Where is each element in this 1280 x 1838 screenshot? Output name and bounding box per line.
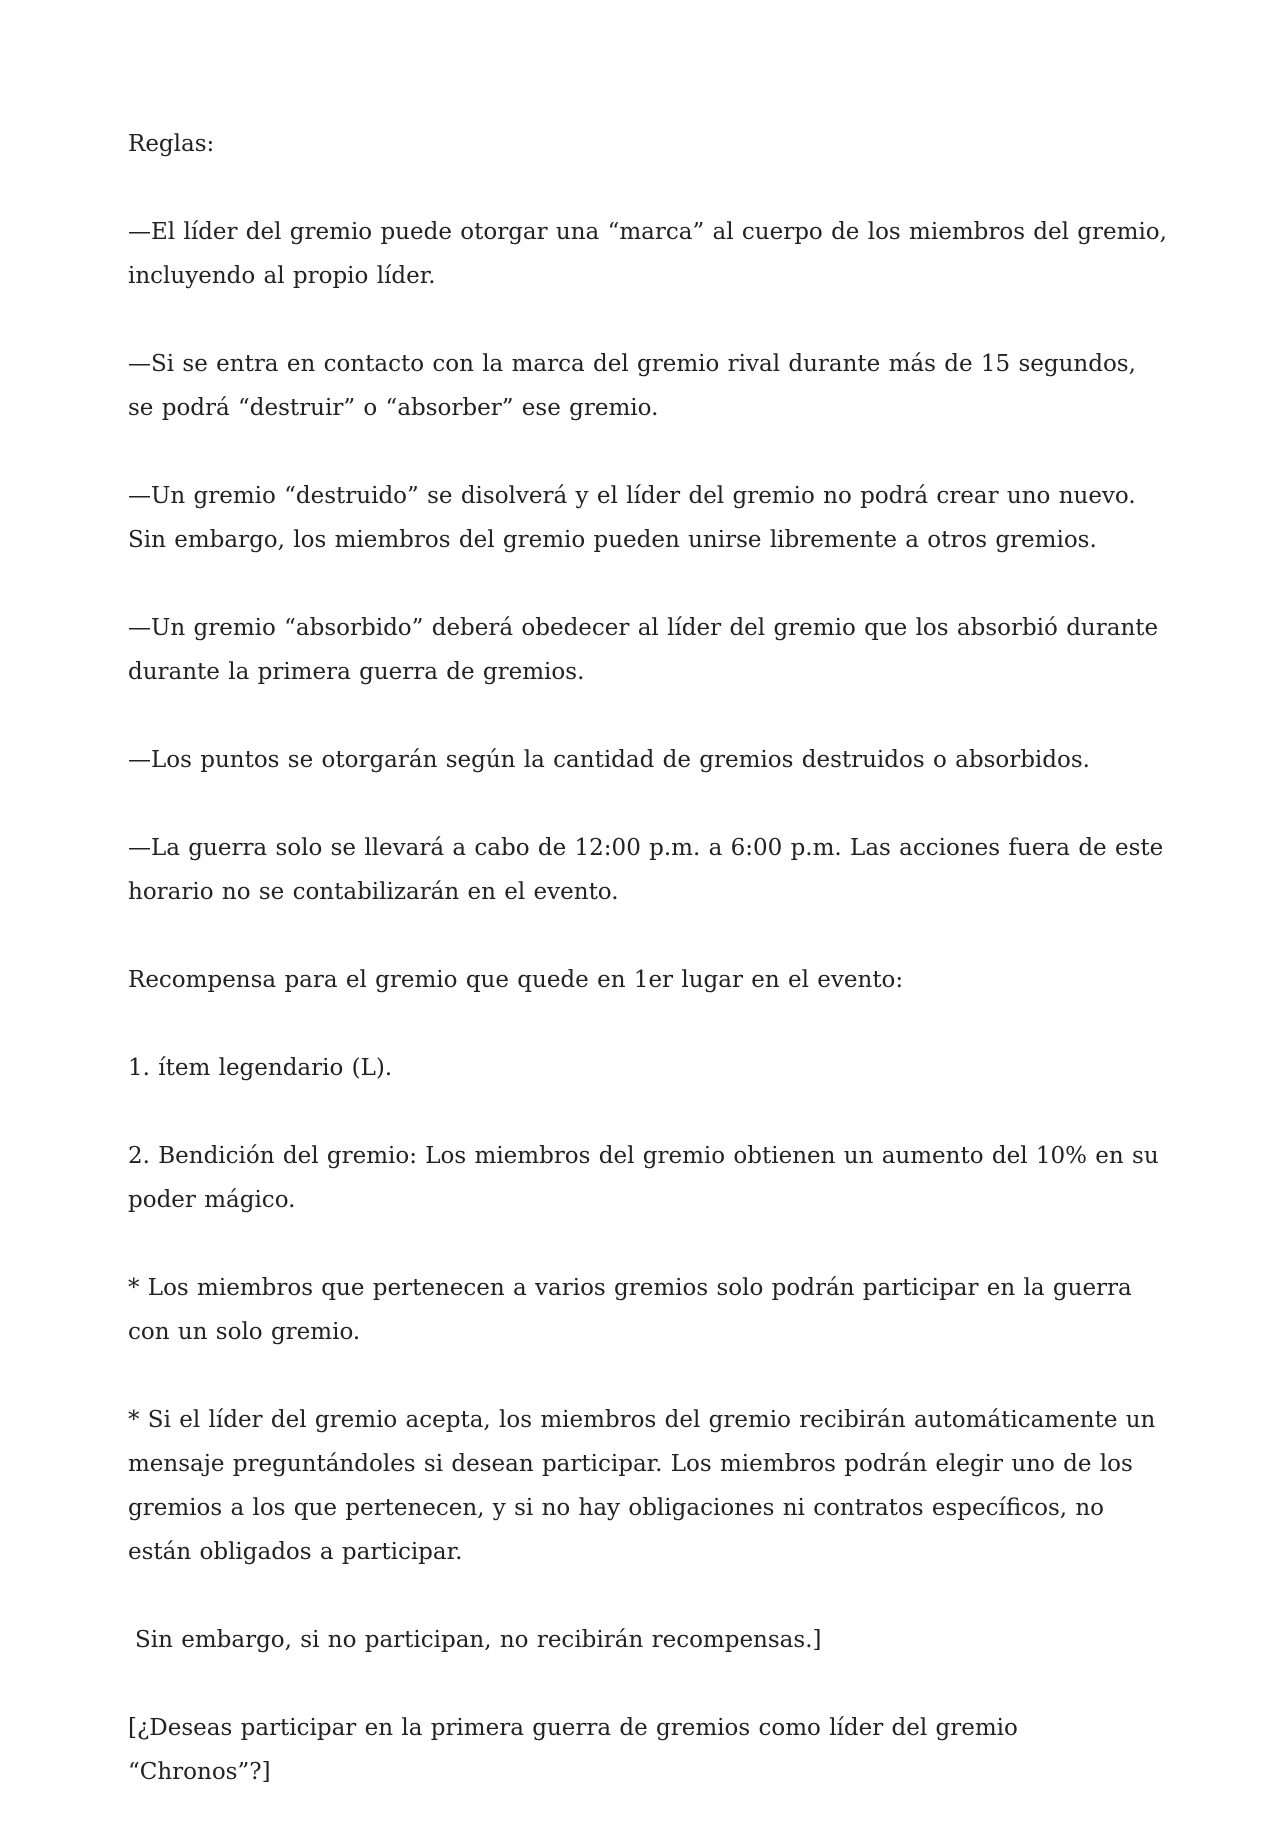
rule-paragraph: —Si se entra en contacto con la marca del gremio rival durante más de 15 segundos, se podrá “destruir” o “absorber” ese gremio.: [128, 351, 1136, 421]
rules-heading: Reglas:: [128, 131, 215, 157]
closing-paragraph: Sin embargo, si no participan, no recibirán recompensas.]: [135, 1627, 822, 1653]
document-page: [128, 122, 1168, 1838]
reward-intro: Recompensa para el gremio que quede en 1er lugar en el evento:: [128, 967, 904, 993]
rule-paragraph: —La guerra solo se llevará a cabo de 12:00 p.m. a 6:00 p.m. Las acciones fuera de este horario no se contabilizarán en el evento.: [128, 835, 1164, 905]
rule-paragraph: —El líder del gremio puede otorgar una “marca” al cuerpo de los miembros del gremio, incluyendo al propio líder.: [128, 219, 1167, 289]
note-paragraph: * Si el líder del gremio acepta, los miembros del gremio recibirán automáticamente un mensaje preguntándoles si desean participar. Los miembros podrán elegir uno de los gremios a los que pertenecen, y si no hay obligaciones ni contratos específicos, no están obligados a participar.: [128, 1407, 1156, 1565]
rule-paragraph: —Un gremio “destruido” se disolverá y el líder del gremio no podrá crear uno nuevo. Sin embargo, los miembros del gremio pueden unirse libremente a otros gremios.: [128, 483, 1136, 553]
rule-paragraph: —Los puntos se otorgarán según la cantidad de gremios destruidos o absorbidos.: [128, 747, 1090, 773]
note-paragraph: * Los miembros que pertenecen a varios gremios solo podrán participar en la guerra con un solo gremio.: [128, 1275, 1132, 1345]
reward-item: 2. Bendición del gremio: Los miembros del gremio obtienen un aumento del 10% en su poder mágico.: [128, 1143, 1159, 1213]
reward-item: 1. ítem legendario (L).: [128, 1055, 393, 1081]
system-prompt: [¿Deseas participar en la primera guerra de gremios como líder del gremio “Chronos”?]: [128, 1715, 1018, 1785]
rule-paragraph: —Un gremio “absorbido” deberá obedecer al líder del gremio que los absorbió durante durante la primera guerra de gremios.: [128, 615, 1159, 685]
